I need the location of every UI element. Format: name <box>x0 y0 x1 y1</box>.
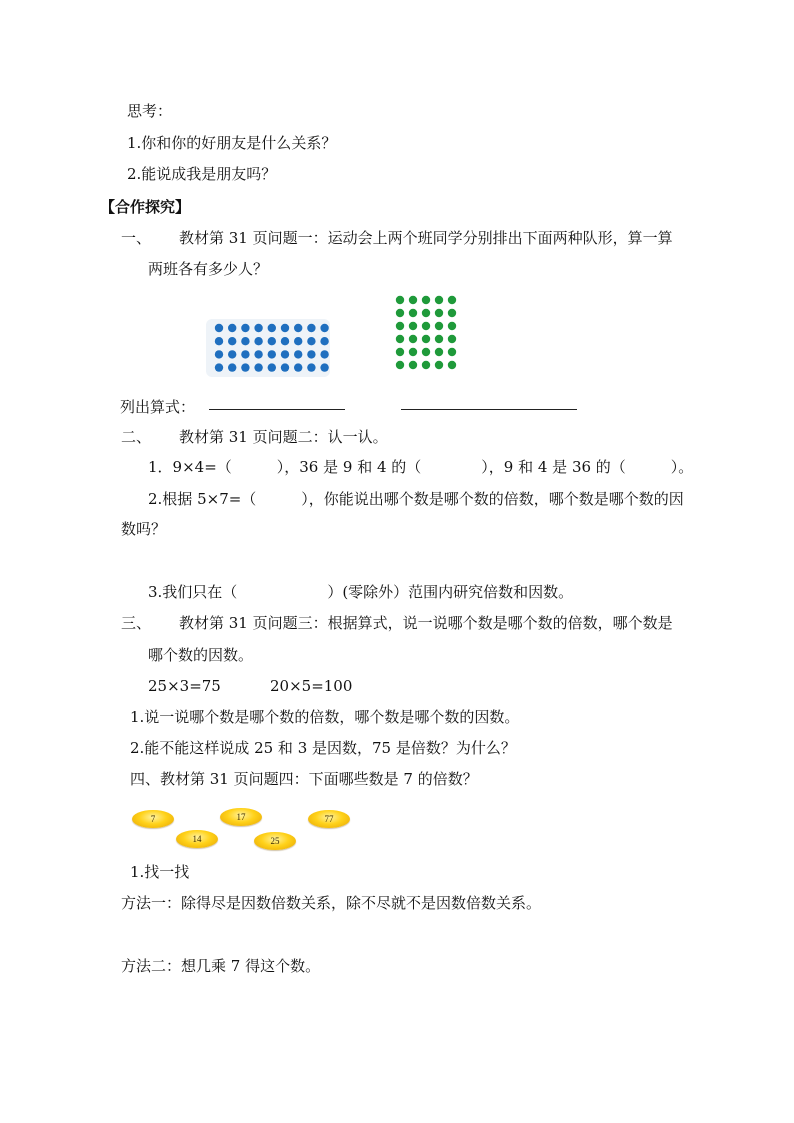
problem2-number: 二、 <box>121 428 152 446</box>
green-formation-dot <box>448 348 456 356</box>
blue-formation-dot <box>228 337 236 345</box>
blue-formation-dot <box>320 337 328 345</box>
blue-formation-dot <box>228 363 236 371</box>
green-formation-dot <box>409 361 417 369</box>
blue-formation-dot <box>241 324 249 332</box>
green-formation <box>396 296 456 369</box>
green-formation-dot <box>396 361 404 369</box>
problem2-item-2a: 2.根据 5×7=（ ），你能说出哪个数是哪个数的倍数，哪个数是哪个数的因 <box>148 490 684 508</box>
problem2-item-1: 1．9×4=（ ），36 是 9 和 4 的（ ），9 和 4 是 36 的（ ）。 <box>148 458 694 476</box>
dot-formations-figure <box>200 285 480 385</box>
blue-formation-dot <box>268 337 276 345</box>
blue-formation-dot <box>281 337 289 345</box>
problem2-item-2b: 数吗？ <box>121 520 167 538</box>
blue-formation-dot <box>215 324 223 332</box>
blue-formation-dot <box>294 337 302 345</box>
blue-formation-dot <box>281 350 289 358</box>
think-question-2: 2.能说成我是朋友吗？ <box>127 165 277 183</box>
blue-formation-dot <box>307 337 315 345</box>
think-title: 思考： <box>127 102 173 120</box>
blue-formation-dot <box>268 350 276 358</box>
green-formation-dot <box>409 309 417 317</box>
green-formation-dot <box>409 335 417 343</box>
blue-formation-dot <box>307 363 315 371</box>
problem4-find: 1.找一找 <box>130 863 190 881</box>
formula-label: 列出算式： <box>120 398 196 416</box>
problem4-method-2: 方法二：想几乘 7 得这个数。 <box>121 957 321 975</box>
green-formation-dot <box>396 348 404 356</box>
problem1-number: 一、 <box>121 229 152 247</box>
problem3-text-line2: 哪个数的因数。 <box>148 646 254 664</box>
green-formation-dot <box>435 361 443 369</box>
number-coin-17: 17 <box>220 808 262 826</box>
blue-formation-dot <box>294 350 302 358</box>
problem4-text: 四、教材第 31 页问题四：下面哪些数是 7 的倍数？ <box>130 770 478 788</box>
problem3-question-1: 1.说一说哪个数是哪个数的倍数，哪个数是哪个数的因数。 <box>130 708 520 726</box>
green-formation-dot <box>396 335 404 343</box>
blue-formation-dot <box>320 363 328 371</box>
problem1-text-line2: 两班各有多少人？ <box>148 260 269 278</box>
problem3-question-2: 2.能不能这样说成 25 和 3 是因数，75 是倍数？为什么？ <box>130 739 516 757</box>
number-coin-25: 25 <box>254 832 296 850</box>
problem3-number: 三、 <box>121 614 152 632</box>
number-coin-14: 14 <box>176 830 218 848</box>
blue-formation-dot <box>320 324 328 332</box>
green-formation-dot <box>448 296 456 304</box>
problem3-text-line1: 教材第 31 页问题三：根据算式，说一说哪个数是哪个数的倍数，哪个数是 <box>179 614 673 632</box>
green-formation-dot <box>435 309 443 317</box>
blue-formation-dot <box>254 324 262 332</box>
problem2-text: 教材第 31 页问题二：认一认。 <box>179 428 388 446</box>
green-formation-dot <box>435 296 443 304</box>
blue-formation-dot <box>254 363 262 371</box>
green-formation-dot <box>422 296 430 304</box>
green-formation-dot <box>396 322 404 330</box>
blue-formation-dot <box>215 363 223 371</box>
blue-formation-dot <box>294 363 302 371</box>
green-formation-dot <box>435 348 443 356</box>
blue-formation-dot <box>307 350 315 358</box>
answer-blank-2[interactable] <box>401 409 577 410</box>
green-formation-dot <box>396 309 404 317</box>
blue-formation-dot <box>307 324 315 332</box>
green-formation-dot <box>409 348 417 356</box>
green-formation-dot <box>422 335 430 343</box>
blue-formation-dot <box>281 363 289 371</box>
blue-formation-dot <box>268 363 276 371</box>
blue-formation-dot <box>241 363 249 371</box>
green-formation-dot <box>409 322 417 330</box>
problem4-method-1: 方法一：除得尽是因数倍数关系，除不尽就不是因数倍数关系。 <box>121 894 542 912</box>
answer-blank-1[interactable] <box>209 409 345 410</box>
problem3-equation-2: 20×5=100 <box>270 677 353 695</box>
blue-formation-dot <box>254 350 262 358</box>
blue-formation-dot <box>228 324 236 332</box>
green-formation-dot <box>448 361 456 369</box>
blue-formation-dot <box>228 350 236 358</box>
blue-formation-dot <box>215 350 223 358</box>
green-formation-dot <box>448 309 456 317</box>
think-question-1: 1.你和你的好朋友是什么关系？ <box>127 134 337 152</box>
green-formation-dot <box>409 296 417 304</box>
section-header: 【合作探究】 <box>100 198 191 216</box>
green-formation-dot <box>396 296 404 304</box>
dot-formations-svg <box>200 285 480 385</box>
blue-formation-dot <box>215 337 223 345</box>
green-formation-dot <box>435 322 443 330</box>
number-coin-7: 7 <box>132 810 174 828</box>
blue-formation-dot <box>254 337 262 345</box>
green-formation-dot <box>448 335 456 343</box>
blue-formation-dot <box>320 350 328 358</box>
problem1-text-line1: 教材第 31 页问题一：运动会上两个班同学分别排出下面两种队形，算一算 <box>179 229 673 247</box>
blue-formation-dot <box>241 337 249 345</box>
number-coin-77: 77 <box>308 810 350 828</box>
blue-formation-dot <box>241 350 249 358</box>
green-formation-dot <box>422 348 430 356</box>
green-formation-dot <box>422 309 430 317</box>
blue-formation-dot <box>268 324 276 332</box>
green-formation-dot <box>435 335 443 343</box>
problem3-equation-1: 25×3=75 <box>148 677 221 695</box>
blue-formation-dot <box>294 324 302 332</box>
green-formation-dot <box>422 361 430 369</box>
problem2-item-3: 3.我们只在（ ）(零除外）范围内研究倍数和因数。 <box>148 583 574 601</box>
green-formation-dot <box>448 322 456 330</box>
blue-formation-dot <box>281 324 289 332</box>
green-formation-dot <box>422 322 430 330</box>
